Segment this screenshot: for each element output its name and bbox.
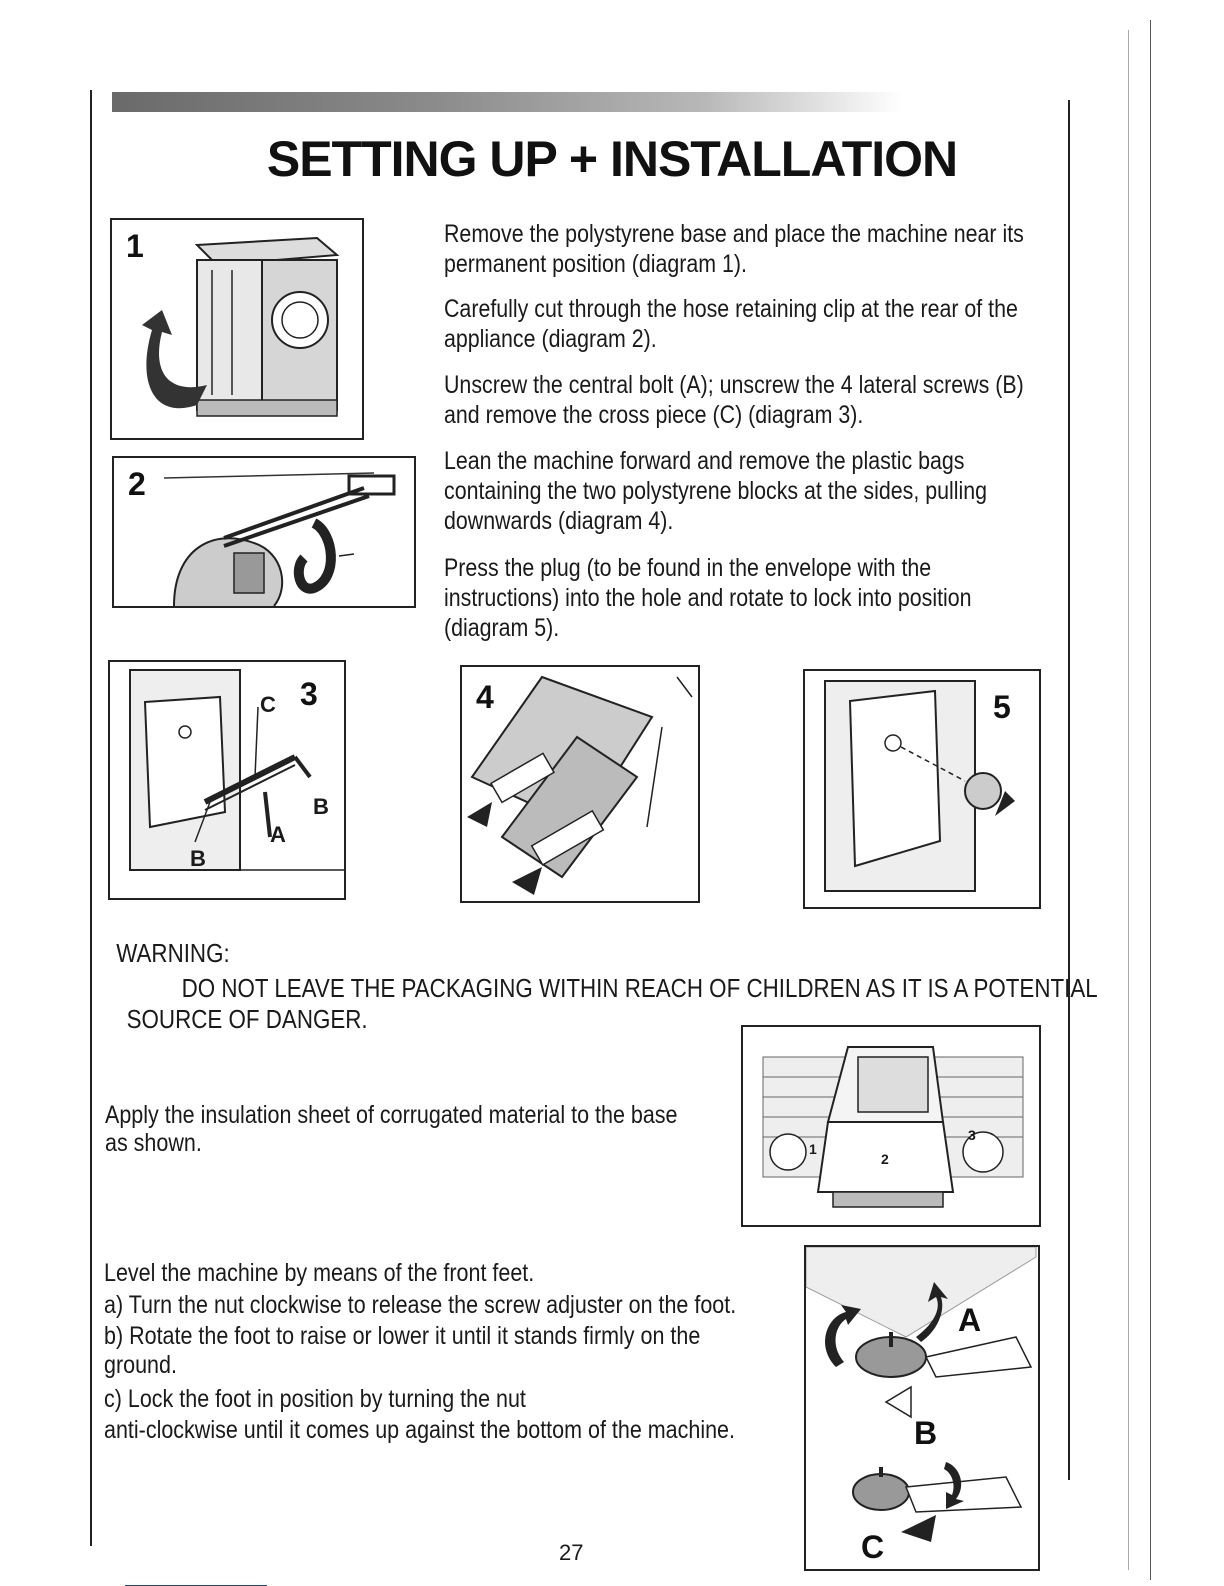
diagram-1 xyxy=(110,218,364,440)
right-edge-line-2 xyxy=(1128,30,1129,1570)
insulation-sheet-illustration xyxy=(743,1027,1039,1225)
insulation-label-2: 2 xyxy=(881,1151,889,1167)
tilted-machine-illustration xyxy=(462,667,698,901)
diagram-5-number: 5 xyxy=(993,689,1011,725)
level-text-line-4: ground. xyxy=(104,1351,177,1379)
diagram-4-number: 4 xyxy=(476,679,494,715)
diagram-3-label-b-right: B xyxy=(313,794,329,819)
insulation-label-3: 3 xyxy=(968,1127,976,1143)
page-number: 27 xyxy=(559,1540,584,1565)
feet-diagram xyxy=(804,1245,1040,1571)
level-text-line-1: Level the machine by means of the front feet. xyxy=(104,1259,535,1287)
diagram-3-label-b-left: B xyxy=(190,846,206,871)
feet-label-c: C xyxy=(861,1529,885,1565)
washing-machine-illustration xyxy=(112,220,362,438)
page-title: SETTING UP + INSTALLATION xyxy=(266,131,958,187)
left-margin-line xyxy=(90,90,92,1546)
feet-adjust-illustration xyxy=(806,1247,1038,1569)
intro-paragraph-1: Remove the polystyrene base and place the machine near its permanent position (diagram 1). xyxy=(444,220,1024,278)
warning-line-2: SOURCE OF DANGER. xyxy=(126,1004,368,1034)
intro-paragraph-4: Lean the machine forward and remove the plastic bags containing the two polystyrene blocks at the sides, pulling downwards (diagram 4). xyxy=(444,447,988,535)
intro-paragraph-3: Unscrew the central bolt (A); unscrew the 4 lateral screws (B) and remove the cross piece (C) (diagram 3). xyxy=(444,371,1024,429)
feet-label-a: A xyxy=(958,1302,982,1338)
diagram-5 xyxy=(803,669,1041,909)
diagram-3 xyxy=(108,660,346,900)
level-text-line-2: a) Turn the nut clockwise to release the screw adjuster on the foot. xyxy=(104,1291,737,1319)
level-text-line-3: b) Rotate the foot to raise or lower it until it stands firmly on the xyxy=(104,1322,701,1350)
warning-heading: WARNING: xyxy=(116,938,230,968)
insulation-label-1: 1 xyxy=(809,1141,817,1157)
diagram-3-label-c: C xyxy=(260,692,276,717)
hose-clip-illustration xyxy=(114,458,414,606)
insulation-text-line-2: as shown. xyxy=(105,1129,202,1157)
level-text-line-5: c) Lock the foot in position by turning the nut xyxy=(104,1385,526,1413)
diagram-2 xyxy=(112,456,416,608)
header-band xyxy=(112,92,902,112)
warning-line-1: DO NOT LEAVE THE PACKAGING WITHIN REACH OF CHILDREN AS IT IS A POTENTIAL xyxy=(181,973,1098,1003)
insulation-text-line-1: Apply the insulation sheet of corrugated material to the base xyxy=(105,1101,678,1129)
level-text-line-6: anti-clockwise until it comes up against the bottom of the machine. xyxy=(104,1416,735,1444)
right-edge-line xyxy=(1150,20,1151,1580)
diagram-3-label-a: A xyxy=(270,822,286,847)
intro-paragraph-5: Press the plug (to be found in the envelope with the instructions) into the hole and rotate to lock into position (diagram 5). xyxy=(444,554,972,642)
feet-label-b: B xyxy=(914,1415,938,1451)
diagram-3-number: 3 xyxy=(300,676,318,712)
right-margin-line xyxy=(1068,100,1070,1480)
diagram-2-number: 2 xyxy=(128,466,146,502)
diagram-1-number: 1 xyxy=(126,228,144,264)
insulation-diagram xyxy=(741,1025,1041,1227)
diagram-4 xyxy=(460,665,700,903)
intro-paragraph-2: Carefully cut through the hose retaining clip at the rear of the appliance (diagram 2). xyxy=(444,295,1018,353)
